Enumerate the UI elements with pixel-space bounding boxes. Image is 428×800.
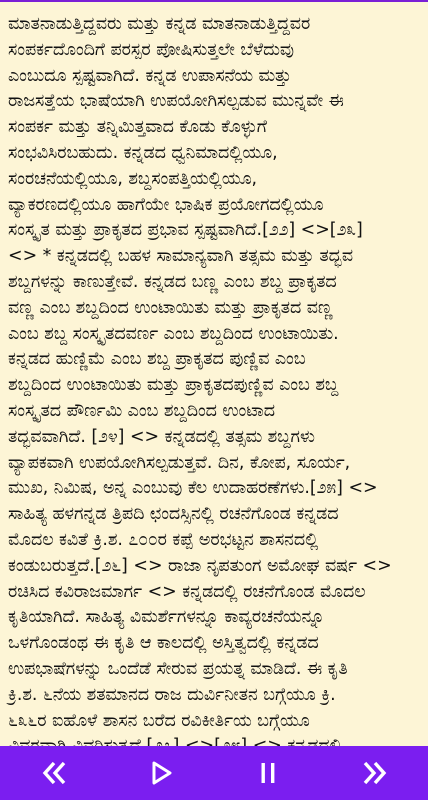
text-line: ಕಂಡುಬರುತ್ತದೆ.[೨೬] <> ರಾಜಾ ನೃಪತುಂಗ ಅಮೋಘ ವರ್ಷ <> bbox=[8, 555, 392, 576]
reader-text-area[interactable] bbox=[0, 2, 428, 746]
text-line: ಮುಖ, ನಿಮಿಷ, ಅನ್ನ ಎಂಬುವು ಕೆಲ ಉದಾಹರಣೆಗಳು.[೨೫] <> bbox=[8, 478, 378, 499]
text-line: ರಾಜಸತ್ತೆಯ ಭಾಷೆಯಾಗಿ ಉಪಯೋಗಿಸಲ್ಪಡುವ ಮುನ್ನವೇ ಈ bbox=[8, 91, 344, 112]
play-icon bbox=[147, 759, 175, 787]
playback-control-bar bbox=[0, 746, 428, 800]
text-line: ಸಂರಚನೆಯಲ್ಲಿಯೂ, ಶಬ್ದಸಂಪತ್ತಿಯಲ್ಲಿಯೂ, bbox=[8, 168, 258, 189]
text-line: ಸಂಸ್ಕೃತದ ಪೌರ್ಣಮಿ ಎಂಬ ಶಬ್ದದಿಂದ ಉಂಟಾದ bbox=[8, 400, 276, 421]
pause-button[interactable] bbox=[242, 750, 294, 796]
text-line: <> * ಕನ್ನಡದಲ್ಲಿ ಬಹಳ ಸಾಮಾನ್ಯವಾಗಿ ತತ್ಸಮ ಮತ್ತು ತದ್ಭವ bbox=[8, 246, 354, 267]
text-line: ಕೃತಿಯಾಗಿದೆ. ಸಾಹಿತ್ಯ ವಿಮರ್ಶೆಗಳನ್ನೂ ಕಾವ್ಯರಚನೆಯನ್ನೂ bbox=[8, 607, 325, 628]
text-line: ಕನ್ನಡದ ಹುಣ್ಣಿಮೆ ಎಂಬ ಶಬ್ದ ಪ್ರಾಕೃತದ ಪುಣ್ಣಿವ ಎಂಬ bbox=[8, 349, 306, 370]
text-line: ೬೩೬ರ ಐಹೊಳೆ ಶಾಸನ ಬರೆದ ರವಿಕೀರ್ತಿಯ ಬಗ್ಗೆಯೂ bbox=[8, 710, 310, 731]
text-line: ಒಳಗೊಂಡಂಥ ಈ ಕೃತಿ ಆ ಕಾಲದಲ್ಲಿ ಅಸ್ತಿತ್ವದಲ್ಲಿ ಕನ್ನಡದ bbox=[8, 633, 319, 654]
text-line: ವ್ಯಾಕರಣದಲ್ಲಿಯೂ ಹಾಗೆಯೇ ಭಾಷಿಕ ಪ್ರಯೋಗದಲ್ಲಿಯೂ bbox=[8, 194, 324, 215]
fast-forward-button[interactable] bbox=[349, 750, 401, 796]
text-line: ಸಂಪರ್ಕದೊಂದಿಗೆ ಪರಸ್ಪರ ಪೋಷಿಸುತ್ತಲೇ ಬೆಳೆದುವು bbox=[8, 39, 295, 60]
text-line: ವ್ಯಾಪಕವಾಗಿ ಉಪಯೋಗಿಸಲ್ಪಡುತ್ತವೆ. ದಿನ, ಕೋಪ, ಸೂರ್ಯ, bbox=[8, 452, 351, 473]
fast-forward-icon bbox=[361, 759, 389, 787]
text-line: ಉಪಭಾಷೆಗಳನ್ನು ಒಂದೆಡೆ ಸೇರುವ ಪ್ರಯತ್ನ ಮಾಡಿದೆ. ಈ ಕೃತಿ bbox=[8, 658, 348, 679]
text-line: ಸಂಭವಿಸಿರಬಹುದು. ಕನ್ನಡದ ಧ್ವನಿಮಾದಲ್ಲಿಯೂ, bbox=[8, 142, 278, 163]
text-line: ಮೊದಲ ಕವಿತೆ ಕ್ರಿ.ಶ. ೭೦೦ರ ಕಪ್ಪೆ ಅರಭಟ್ಟನ ಶಾಸನದಲ್ಲಿ bbox=[8, 529, 319, 550]
rewind-button[interactable] bbox=[28, 750, 80, 796]
text-line: ಎಂಬ ಶಬ್ದ ಸಂಸ್ಕೃತದವರ್ಣ ಎಂಬ ಶಬ್ದದಿಂದ ಉಂಟಾಯಿತು. bbox=[8, 323, 339, 344]
text-line: ಸಂಪರ್ಕ ಮತ್ತು ತನ್ನಿಮಿತ್ತವಾದ ಕೊಡು ಕೊಳ್ಳುಗೆ bbox=[8, 117, 267, 138]
rewind-icon bbox=[40, 759, 68, 787]
text-line: ಎಂಬುದೂ ಸ್ಪಷ್ಟವಾಗಿದೆ. ಕನ್ನಡ ಉಪಾಸನೆಯ ಮತ್ತು bbox=[8, 65, 292, 86]
play-button[interactable] bbox=[135, 750, 187, 796]
text-line: ಸಾಹಿತ್ಯ ಹಳಗನ್ನಡ ತ್ರಿಪದಿ ಛಂದಸ್ಸಿನಲ್ಲಿ ರಚನೆಗೊಂಡ ಕನ್ನಡದ bbox=[8, 504, 339, 525]
text-line: ಕ್ರಿ.ಶ. ೬ನೆಯ ಶತಮಾನದ ರಾಜ ದುರ್ವಿನೀತನ ಬಗ್ಗೆಯೂ ಕ್ರಿ. bbox=[8, 684, 336, 705]
text-line: ಶಬ್ದದಿಂದ ಉಂಟಾಯಿತು ಮತ್ತು ಪ್ರಾಕೃತದಪುಣ್ಣಿವ ಎಂಬ ಶಬ್ದ bbox=[8, 375, 339, 396]
text-line: ಶಬ್ದಗಳನ್ನು ಕಾಣುತ್ತೇವೆ. ಕನ್ನಡದ ಬಣ್ಣ ಎಂಬ ಶಬ್ದ ಪ್ರಾಕೃತದ bbox=[8, 271, 337, 292]
pause-icon bbox=[254, 759, 282, 787]
text-line: ತದ್ಭವವಾಗಿದೆ. [೨೪] <> ಕನ್ನಡದಲ್ಲಿ ತತ್ಸಮ ಶಬ್ದಗಳು bbox=[8, 426, 315, 447]
text-line: ವಣ್ಣ ಎಂಬ ಶಬ್ದದಿಂದ ಉಂಟಾಯಿತು ಮತ್ತು ಪ್ರಾಕೃತದ ವಣ್ಣ bbox=[8, 297, 333, 318]
text-line: ರಚಿಸಿದ ಕವಿರಾಜಮಾರ್ಗ <> ಕನ್ನಡದಲ್ಲಿ ರಚನೆಗೊಂಡ ಮೊದಲ bbox=[8, 581, 366, 602]
text-line: ಮಾತನಾಡುತ್ತಿದ್ದವರು ಮತ್ತು ಕನ್ನಡ ಮಾತನಾಡುತ್ತಿದ್ದವರ bbox=[8, 14, 311, 34]
text-line: ಸಂಸ್ಕೃತ ಮತ್ತು ಪ್ರಾಕೃತದ ಪ್ರಭಾವ ಸ್ಪಷ್ಟವಾಗಿದೆ.[೨೨] <>[೨೩] bbox=[8, 220, 363, 241]
